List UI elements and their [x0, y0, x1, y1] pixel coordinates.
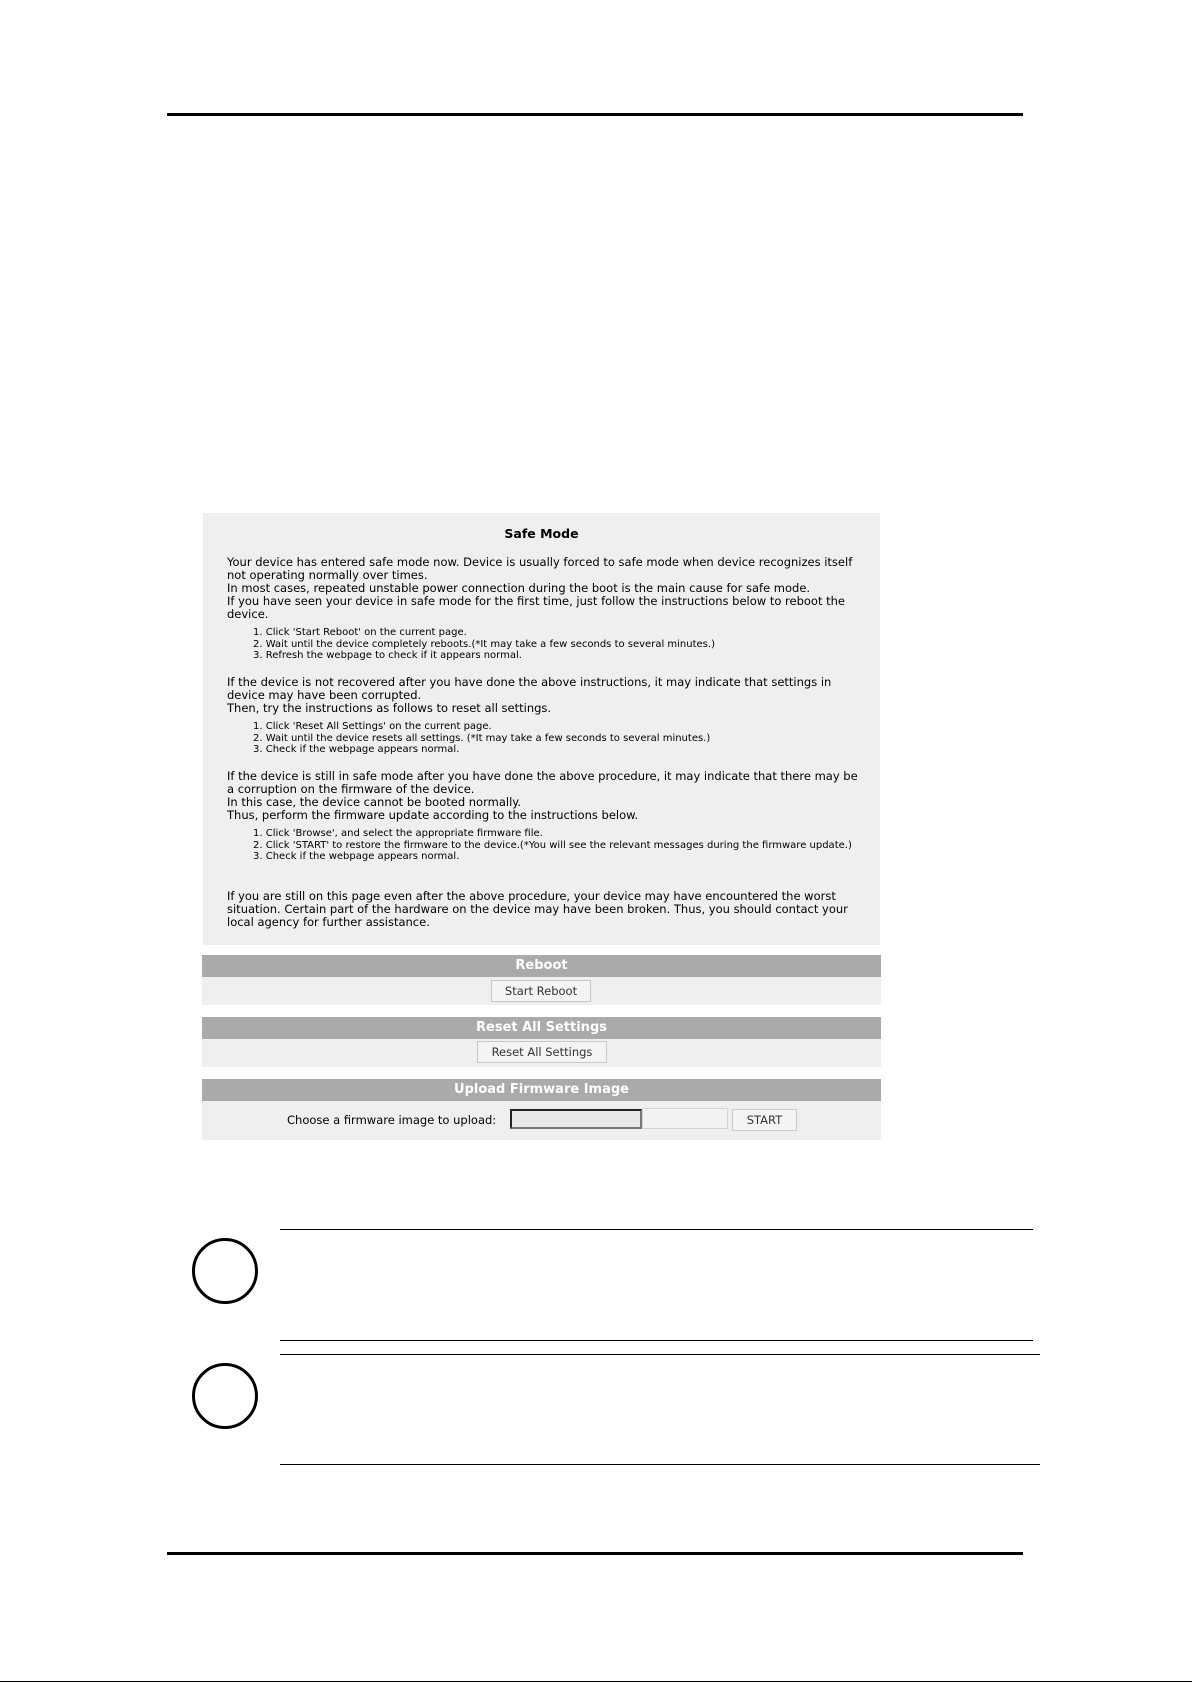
start-upload-button[interactable]: START	[732, 1109, 797, 1131]
reset-section	[202, 1017, 881, 1067]
intro-text: Your device has entered safe mode now. Device is usually forced to safe mode when device recognizes itself not operating normally over times. In most cases, repeated unstable power connection during the boot is the main cause for safe mode. If you have seen your device in safe mode for the first time, just follow the instructions below to reboot the device.	[227, 555, 853, 621]
reboot-steps	[253, 627, 853, 662]
list-item: 2. Click 'START' to restore the firmware to the device.(*You will see the relevant messages during the firmware update.)	[253, 839, 852, 851]
browse-button[interactable]	[642, 1108, 728, 1129]
list-item: 2. Wait until the device resets all settings. (*It may take a few seconds to several minutes.)	[253, 732, 711, 744]
list-item: 3. Check if the webpage appears normal.	[253, 851, 460, 862]
list-item: 3. Check if the webpage appears normal.	[253, 744, 460, 755]
list-item: 1. Click 'Start Reboot' on the current page.	[253, 627, 467, 638]
upload-firmware-section	[202, 1079, 881, 1140]
note-rule	[280, 1464, 1040, 1465]
reset-header: Reset All Settings	[202, 1017, 881, 1039]
reset-steps	[253, 721, 853, 756]
page-edge-rule	[0, 1681, 1192, 1682]
safe-mode-title: Safe Mode	[504, 526, 579, 541]
footer-rule	[167, 1552, 1023, 1555]
firmware-file-input[interactable]	[510, 1109, 642, 1129]
reboot-section	[202, 955, 881, 1005]
header-rule	[167, 113, 1023, 116]
upload-header: Upload Firmware Image	[202, 1079, 881, 1101]
list-item: 1. Click 'Browse', and select the appropriate firmware file.	[253, 828, 543, 839]
list-item: 2. Wait until the device completely reboots.(*It may take a few seconds to several minutes.)	[253, 638, 715, 650]
final-text: If you are still on this page even after the above procedure, your device may have encountered the worst situation. Certain part of the hardware on the device may have been broken. Thus, you should contact your local agency for further assistance.	[227, 889, 848, 929]
start-reboot-button[interactable]: Start Reboot	[491, 980, 591, 1002]
reboot-header: Reboot	[202, 955, 881, 977]
note-icon	[192, 1238, 258, 1304]
list-item: 3. Refresh the webpage to check if it appears normal.	[253, 650, 522, 661]
reset-all-settings-button[interactable]: Reset All Settings	[477, 1041, 607, 1063]
firmware-label: Choose a firmware image to upload:	[287, 1113, 497, 1127]
firmware-steps	[253, 828, 853, 863]
note-rule	[280, 1354, 1040, 1355]
reset-intro-text: If the device is not recovered after you have done the above instructions, it may indicate that settings in device may have been corrupted. Then, try the instructions as follows to reset all settings.	[227, 675, 832, 715]
list-item: 1. Click 'Reset All Settings' on the current page.	[253, 721, 492, 732]
note-icon	[192, 1363, 258, 1429]
note-rule	[280, 1340, 1033, 1341]
firmware-intro-text: If the device is still in safe mode after you have done the above procedure, it may indicate that there may be a corruption on the firmware of the device. In this case, the device cannot be booted normally. Thus, perform the firmware update according to the instructions below.	[227, 769, 858, 822]
safe-mode-panel	[203, 513, 880, 945]
note-rule	[280, 1229, 1033, 1230]
